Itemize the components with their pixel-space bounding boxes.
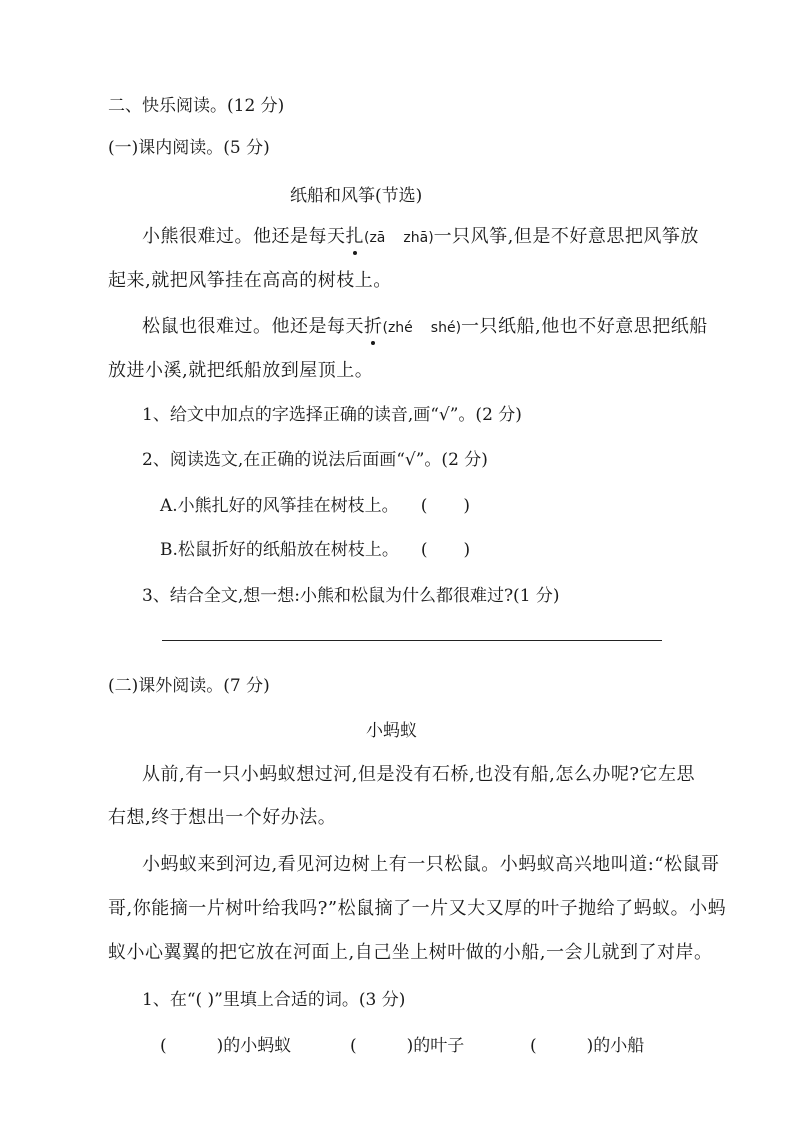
passage1-paragraph1-line2: 起来,就把风筝挂在高高的树枝上。 [108, 270, 392, 291]
dotted-character: 折 [364, 312, 383, 338]
question3: 3、结合全文,想一想:小熊和松鼠为什么都很难过?(1 分) [142, 586, 560, 606]
fill-label: 的叶子 [413, 1036, 465, 1056]
question2-option-b [160, 535, 470, 560]
passage1-paragraph2-line1 [142, 312, 708, 338]
part1-heading: (一)课内阅读。(5 分) [108, 138, 270, 158]
passage2-paragraph1-line1: 从前,有一只小蚂蚁想过河,但是没有石桥,也没有船,怎么办呢?它左思 [142, 764, 696, 785]
answer-paren[interactable]: ( ) [420, 496, 470, 516]
passage2-paragraph2-line1: 小蚂蚁来到河边,看见河边树上有一只松鼠。小蚂蚁高兴地叫道:“松鼠哥 [142, 854, 720, 875]
answer-paren[interactable]: ( ) [420, 540, 471, 560]
fill-blank-1[interactable]: ( )的小蚂蚁 [160, 1036, 292, 1056]
question1: 1、给文中加点的字选择正确的读音,画“√”。(2 分) [142, 405, 522, 425]
pinyin-option[interactable]: zhā) [403, 230, 434, 246]
passage1-title: 纸船和风筝(节选) [290, 186, 423, 206]
fill-blank-2[interactable]: ( )的叶子 [350, 1036, 465, 1056]
passage2-paragraph1-line2: 右想,终于想出一个好办法。 [108, 807, 337, 828]
fill-blank-3[interactable]: ( )的小船 [530, 1036, 645, 1056]
part2-heading: (二)课外阅读。(7 分) [108, 676, 270, 696]
text-segment: 松鼠也很难过。他还是每天 [142, 316, 364, 337]
option-text: B.松鼠折好的纸船放在树枝上。 [160, 540, 399, 560]
fill-label: 的小蚂蚁 [223, 1036, 292, 1056]
pinyin-option[interactable]: shé) [430, 320, 462, 336]
text-segment: 一只纸船,他也不好意思把纸船 [461, 316, 708, 337]
section-heading: 二、快乐阅读。(12 分) [108, 96, 285, 116]
passage1-paragraph1-line1 [142, 222, 699, 248]
pinyin-options [383, 320, 462, 336]
fill-label: 的小船 [593, 1036, 645, 1056]
passage2-paragraph2-line2: 哥,你能摘一片树叶给我吗?”松鼠摘了一片又大又厚的叶子抛给了蚂蚁。小蚂 [108, 898, 727, 919]
answer-line[interactable] [162, 640, 662, 641]
part2-question1: 1、在“( )”里填上合适的词。(3 分) [142, 990, 406, 1010]
pinyin-options [364, 230, 434, 246]
option-text: A.小熊扎好的风筝挂在树枝上。 [160, 496, 399, 516]
text-segment: 小熊很难过。他还是每天 [142, 226, 346, 247]
passage1-paragraph2-line2: 放进小溪,就把纸船放到屋顶上。 [108, 360, 374, 381]
dotted-character: 扎 [346, 222, 365, 248]
pinyin-option[interactable]: (zā [364, 230, 386, 246]
pinyin-option[interactable]: (zhé [382, 320, 413, 336]
passage2-title: 小蚂蚁 [366, 721, 417, 741]
question2-option-a [160, 491, 470, 516]
passage2-paragraph2-line3: 蚁小心翼翼的把它放在河面上,自己坐上树叶做的小船,一会儿就到了对岸。 [108, 942, 713, 963]
text-segment: 一只风筝,但是不好意思把风筝放 [433, 226, 699, 247]
question2: 2、阅读选文,在正确的说法后面画“√”。(2 分) [142, 450, 488, 470]
